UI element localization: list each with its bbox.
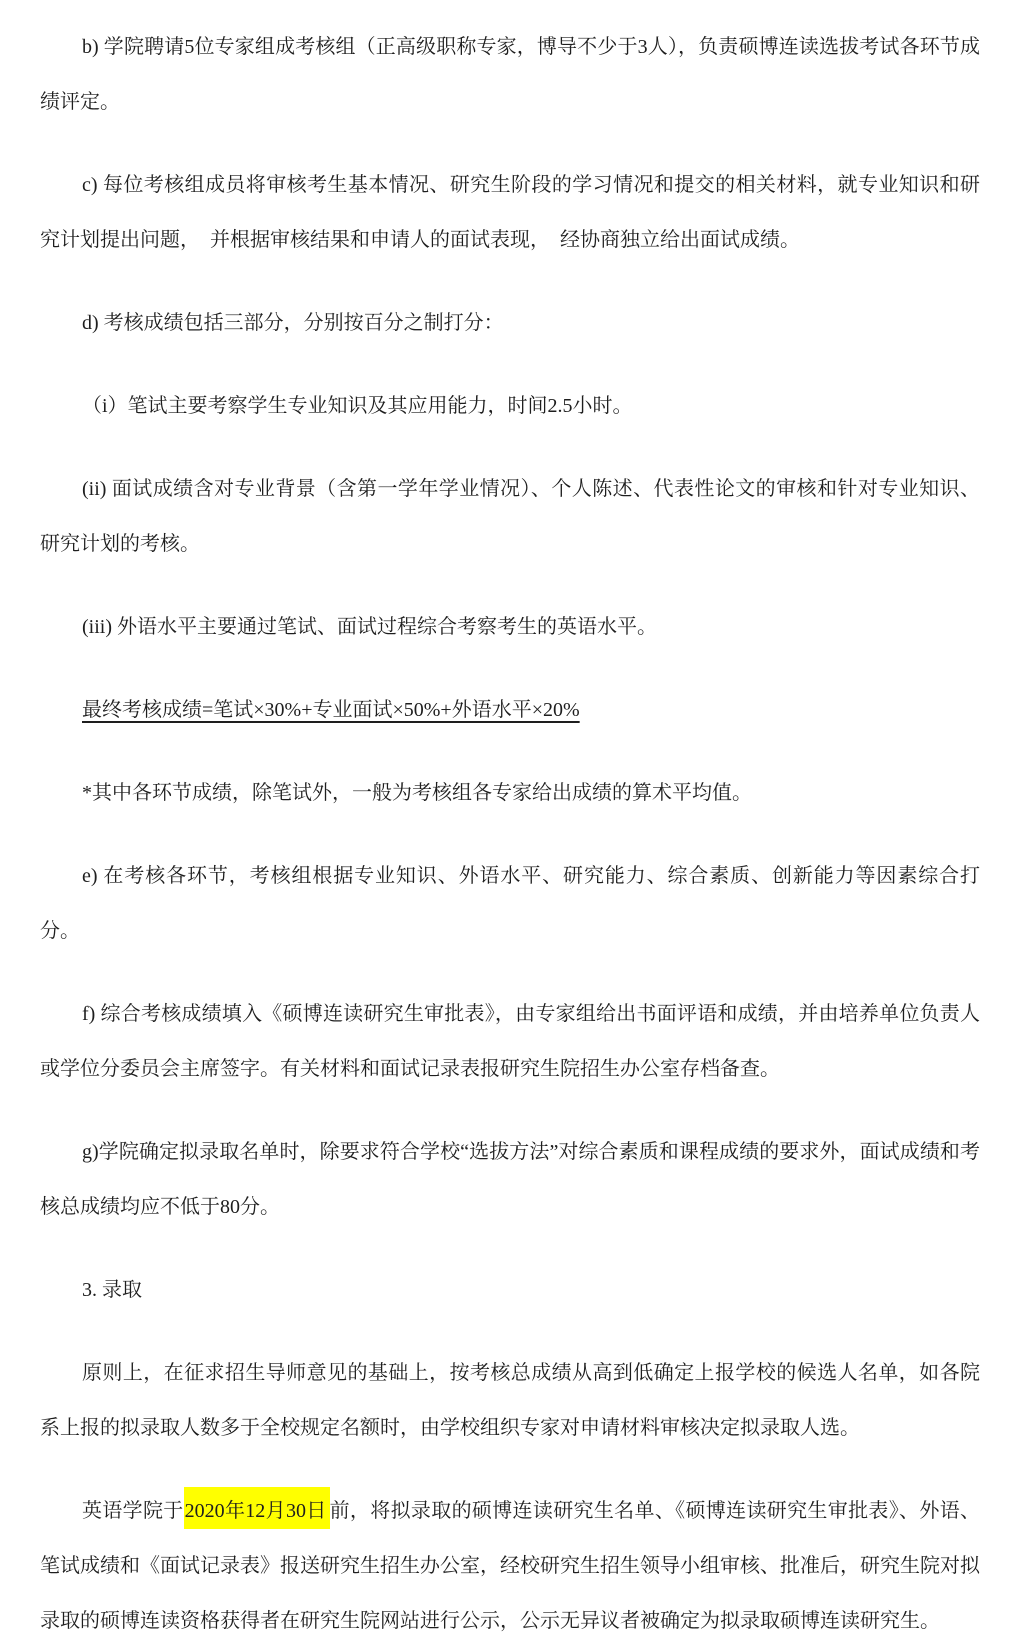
- paragraph-c-review-process: c) 每位考核组成员将审核考生基本情况、研究生阶段的学习情况和提交的相关材料，就专业知识和研究计划提出问题， 并根据审核结果和申请人的面试表现， 经协商独立给出面试成绩。: [40, 174, 980, 251]
- paragraph-admission-principle: 原则上，在征求招生导师意见的基础上，按考核总成绩从高到低确定上报学校的候选人名单，如各院系上报的拟录取人数多于全校规定名额时，由学校组织专家对申请材料审核决定拟录取人选。: [40, 1362, 980, 1439]
- final-score-formula: 最终考核成绩=笔试×30%+专业面试×50%+外语水平×20%: [82, 699, 580, 721]
- final-submission-prefix: 英语学院于: [82, 1500, 184, 1522]
- list-item-i-written-test: （i）笔试主要考察学生专业知识及其应用能力，时间2.5小时。: [82, 395, 633, 417]
- paragraph-final-submission: [40, 1484, 980, 1649]
- list-item-ii-interview: (ii) 面试成绩含对专业背景（含第一学年学业情况）、个人陈述、代表性论文的审核和针对专业知识、研究计划的考核。: [40, 478, 980, 555]
- highlighted-deadline-date: 2020年12月30日: [184, 1487, 330, 1529]
- section-heading-admission: 3. 录取: [82, 1279, 142, 1301]
- paragraph-e-scoring-factors: e) 在考核各环节，考核组根据专业知识、外语水平、研究能力、综合素质、创新能力等因素综合打分。: [40, 865, 980, 942]
- paragraph-b-expert-panel: b) 学院聘请5位专家组成考核组（正高级职称专家，博导不少于3人），负责硕博连读选拔考试各环节成绩评定。: [40, 36, 980, 113]
- note-average-rule: *其中各环节成绩，除笔试外，一般为考核组各专家给出成绩的算术平均值。: [82, 782, 752, 804]
- paragraph-f-approval-form: f) 综合考核成绩填入《硕博连读研究生审批表》，由专家组给出书面评语和成绩，并由培养单位负责人或学位分委员会主席签字。有关材料和面试记录表报研究生院招生办公室存档备查。: [40, 1003, 980, 1080]
- list-item-iii-foreign-language: (iii) 外语水平主要通过笔试、面试过程综合考察考生的英语水平。: [82, 616, 657, 638]
- paragraph-g-minimum-score: g)学院确定拟录取名单时，除要求符合学校“选拔方法”对综合素质和课程成绩的要求外，面试成绩和考核总成绩均应不低于80分。: [40, 1141, 980, 1218]
- document-page: [40, 20, 980, 1649]
- final-submission-suffix: 前，将拟录取的硕博连读研究生名单、《硕博连读研究生审批表》、外语、笔试成绩和《面试记录表》报送研究生招生办公室，经校研究生招生领导小组审核、批准后，研究生院对拟录取的硕博连读资格获得者在研究生院网站进行公示，公示无异议者被确定为拟录取硕博连读研究生。: [40, 1500, 981, 1632]
- paragraph-d-score-parts: d) 考核成绩包括三部分，分别按百分之制打分：: [82, 312, 504, 334]
